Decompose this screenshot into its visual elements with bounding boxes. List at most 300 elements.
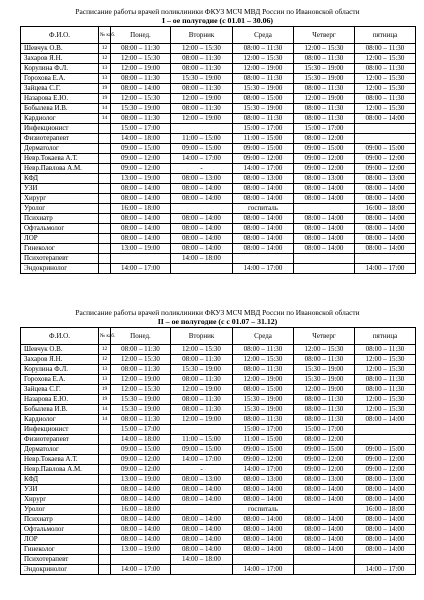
cell-friday: 08:00 – 14:00	[355, 485, 416, 495]
cell-friday	[355, 134, 416, 144]
cell-room	[99, 144, 111, 154]
cell-friday: 08:00 – 14:00	[355, 525, 416, 535]
cell-name: Психиатр	[21, 515, 99, 525]
cell-name: Шевчук О.В.	[21, 44, 99, 54]
cell-friday: 09:00 – 15:00	[355, 445, 416, 455]
cell-name: Корулина Ф.Л.	[21, 365, 99, 375]
table-row	[21, 445, 416, 455]
cell-wednesday: 08:00 – 13:00	[233, 475, 294, 485]
cell-room	[99, 485, 111, 495]
cell-monday	[111, 555, 171, 565]
cell-tuesday: 12:00 – 19:00	[171, 94, 233, 104]
cell-wednesday: 15:30 – 19:00	[233, 84, 294, 94]
cell-monday: 08:00 – 14:00	[111, 495, 171, 505]
cell-friday: 08:00 – 11:30	[355, 385, 416, 395]
cell-friday: 08:00 – 13:00	[355, 174, 416, 184]
cell-tuesday: 08:00 – 13:00	[171, 174, 233, 184]
cell-name: Дерматолог	[21, 445, 99, 455]
cell-friday: 16:00 – 18:00	[355, 505, 416, 515]
cell-tuesday: 12:00 – 19:00	[171, 385, 233, 395]
cell-monday: 15:30 – 19:00	[111, 104, 171, 114]
cell-name: Невр.Павлова А.М.	[21, 465, 99, 475]
cell-name: Инфекционист	[21, 124, 99, 134]
cell-friday	[355, 254, 416, 264]
cell-monday: 08:00 – 14:00	[111, 194, 171, 204]
cell-thursday: 09:00 – 12:00	[294, 465, 355, 475]
cell-name: ЛОР	[21, 234, 99, 244]
cell-thursday: 08:00 – 12:00	[294, 134, 355, 144]
table-row	[21, 525, 416, 535]
cell-wednesday: 08:00 – 11:30	[233, 74, 294, 84]
header-name: Ф.И.О.	[21, 328, 99, 345]
table-header-row	[21, 27, 416, 44]
cell-friday	[355, 425, 416, 435]
cell-wednesday: 08:00 – 14:00	[233, 224, 294, 234]
cell-tuesday: 08:00 – 11:30	[171, 355, 233, 365]
cell-thursday: 09:00 – 15:00	[294, 445, 355, 455]
table-row	[21, 184, 416, 194]
cell-name: КФД	[21, 174, 99, 184]
cell-name: УЗИ	[21, 184, 99, 194]
cell-tuesday: 08:00 – 13:00	[171, 475, 233, 485]
cell-name: Психиатр	[21, 214, 99, 224]
cell-room	[99, 214, 111, 224]
cell-monday: 12:00 – 15:30	[111, 94, 171, 104]
table-row	[21, 244, 416, 254]
cell-monday: 09:00 – 12:00	[111, 154, 171, 164]
cell-tuesday: 12:00 – 15:30	[171, 345, 233, 355]
cell-room: 14	[99, 104, 111, 114]
cell-room	[99, 134, 111, 144]
cell-room	[99, 425, 111, 435]
cell-wednesday: 08:00 – 13:00	[233, 174, 294, 184]
cell-wednesday: 14:00 – 17:00	[233, 565, 294, 575]
cell-wednesday	[233, 555, 294, 565]
cell-friday: 12:00 – 15:30	[355, 54, 416, 64]
cell-room: 19	[99, 84, 111, 94]
cell-wednesday: 09:00 – 12:00	[233, 455, 294, 465]
cell-tuesday: 08:00 – 11:30	[171, 375, 233, 385]
cell-friday: 08:00 – 11:30	[355, 94, 416, 104]
header-wednesday: Среда	[233, 27, 294, 44]
cell-tuesday: 08:00 – 14:00	[171, 495, 233, 505]
cell-monday: 14:00 – 17:00	[111, 565, 171, 575]
cell-monday: 12:00 – 15:30	[111, 355, 171, 365]
cell-room	[99, 154, 111, 164]
cell-friday: 12:00 – 15:30	[355, 365, 416, 375]
cell-wednesday: госпиталь	[233, 505, 294, 515]
cell-name: Горохова Е.А.	[21, 375, 99, 385]
cell-room	[99, 535, 111, 545]
cell-thursday: 08:00 – 11:30	[294, 114, 355, 124]
cell-room	[99, 194, 111, 204]
cell-tuesday: 08:00 – 14:00	[171, 485, 233, 495]
cell-thursday: 08:00 – 14:00	[294, 194, 355, 204]
table-row	[21, 154, 416, 164]
cell-wednesday: 08:00 – 14:00	[233, 214, 294, 224]
cell-thursday: 08:00 – 14:00	[294, 545, 355, 555]
cell-name: Шевчук О.В.	[21, 345, 99, 355]
table-row	[21, 84, 416, 94]
table-row	[21, 545, 416, 555]
cell-thursday: 08:00 – 14:00	[294, 515, 355, 525]
cell-tuesday: 09:00 – 15:00	[171, 445, 233, 455]
cell-room: 14	[99, 415, 111, 425]
cell-name: Назарова Е.Ю.	[21, 94, 99, 104]
cell-room: 13	[99, 375, 111, 385]
cell-tuesday: 08:00 – 14:00	[171, 515, 233, 525]
cell-friday: 16:00 – 18:00	[355, 204, 416, 214]
cell-monday: 12:00 – 15:30	[111, 54, 171, 64]
cell-room	[99, 555, 111, 565]
cell-wednesday: 09:00 – 15:00	[233, 144, 294, 154]
cell-wednesday: 08:00 – 14:00	[233, 485, 294, 495]
table-row	[21, 54, 416, 64]
cell-friday: 08:00 – 14:00	[355, 415, 416, 425]
table-row	[21, 114, 416, 124]
header-friday: пятница	[355, 27, 416, 44]
cell-name: КФД	[21, 475, 99, 485]
cell-thursday: 08:00 – 11:30	[294, 84, 355, 94]
cell-name: Инфекционист	[21, 425, 99, 435]
cell-monday: 13:00 – 19:00	[111, 244, 171, 254]
cell-name: Физиотерапевт	[21, 435, 99, 445]
cell-room	[99, 435, 111, 445]
cell-name: Офтальмолог	[21, 224, 99, 234]
table-row	[21, 164, 416, 174]
cell-name: Невр.Токаева А.Т.	[21, 455, 99, 465]
schedule-table-body	[21, 345, 416, 575]
cell-wednesday: 08:00 – 11:30	[233, 345, 294, 355]
cell-name: Назарова Е.Ю.	[21, 395, 99, 405]
cell-room: 12	[99, 345, 111, 355]
cell-friday: 08:00 – 14:00	[355, 244, 416, 254]
cell-wednesday: 09:00 – 12:00	[233, 154, 294, 164]
cell-thursday: 15:30 – 19:00	[294, 64, 355, 74]
cell-room: 14	[99, 405, 111, 415]
cell-wednesday: 15:30 – 19:00	[233, 104, 294, 114]
cell-room	[99, 455, 111, 465]
cell-name: Психотерапевт	[21, 254, 99, 264]
cell-thursday	[294, 204, 355, 214]
cell-monday: 08:00 – 11:30	[111, 44, 171, 54]
cell-room: 13	[99, 365, 111, 375]
cell-name: Физиотерапевт	[21, 134, 99, 144]
cell-wednesday: 08:00 – 14:00	[233, 525, 294, 535]
cell-thursday: 08:00 – 11:30	[294, 405, 355, 415]
header-name: Ф.И.О.	[21, 27, 99, 44]
cell-room	[99, 174, 111, 184]
cell-tuesday: -	[171, 465, 233, 475]
cell-name: Уролог	[21, 204, 99, 214]
cell-thursday: 08:00 – 11:30	[294, 355, 355, 365]
schedule-section-1	[20, 7, 415, 274]
cell-friday: 12:00 – 15:30	[355, 104, 416, 114]
cell-thursday: 08:00 – 14:00	[294, 535, 355, 545]
cell-room: 13	[99, 64, 111, 74]
cell-monday: 08:00 – 14:00	[111, 234, 171, 244]
cell-monday: 09:00 – 12:00	[111, 465, 171, 475]
schedule-table	[20, 327, 416, 575]
cell-monday: 08:00 – 11:30	[111, 114, 171, 124]
section-subtitle: I – ое полугодие (с 01.01 – 30.06)	[161, 16, 274, 25]
cell-name: Невр.Токаева А.Т.	[21, 154, 99, 164]
cell-friday: 08:00 – 11:30	[355, 64, 416, 74]
section-title: Расписание работы врачей поликлиники ФКУЗ МСЧ МВД России по Ивановской области	[75, 7, 360, 16]
cell-friday: 12:00 – 15:30	[355, 405, 416, 415]
cell-room	[99, 264, 111, 274]
cell-thursday: 15:30 – 19:00	[294, 74, 355, 84]
cell-thursday	[294, 555, 355, 565]
table-row	[21, 485, 416, 495]
cell-room: 12	[99, 44, 111, 54]
cell-tuesday: 15:30 – 19:00	[171, 74, 233, 84]
table-row	[21, 555, 416, 565]
table-row	[21, 375, 416, 385]
cell-name: Зайцева С.Г.	[21, 385, 99, 395]
cell-thursday: 15:30 – 19:00	[294, 375, 355, 385]
cell-name: Захаров Я.Н.	[21, 54, 99, 64]
cell-thursday: 08:00 – 11:30	[294, 54, 355, 64]
cell-monday: 08:00 – 14:00	[111, 515, 171, 525]
cell-tuesday: 14:00 – 17:00	[171, 455, 233, 465]
cell-friday: 14:00 – 17:00	[355, 565, 416, 575]
cell-friday: 08:00 – 14:00	[355, 545, 416, 555]
cell-wednesday: 09:00 – 15:00	[233, 445, 294, 455]
cell-tuesday: 14:00 – 18:00	[171, 555, 233, 565]
cell-thursday: 08:00 – 14:00	[294, 224, 355, 234]
cell-wednesday: 14:00 – 17:00	[233, 164, 294, 174]
table-row	[21, 425, 416, 435]
cell-tuesday	[171, 505, 233, 515]
schedule-table	[20, 26, 416, 274]
cell-thursday: 08:00 – 14:00	[294, 234, 355, 244]
cell-tuesday: 08:00 – 11:30	[171, 405, 233, 415]
header-thursday: Четверг	[294, 27, 355, 44]
cell-wednesday: 08:00 – 14:00	[233, 194, 294, 204]
cell-thursday: 08:00 – 14:00	[294, 214, 355, 224]
cell-wednesday	[233, 254, 294, 264]
cell-wednesday: 08:00 – 11:30	[233, 44, 294, 54]
cell-friday: 08:00 – 14:00	[355, 214, 416, 224]
table-row	[21, 565, 416, 575]
cell-tuesday: 08:00 – 11:30	[171, 395, 233, 405]
cell-wednesday: 12:00 – 15:30	[233, 54, 294, 64]
header-thursday: Четверг	[294, 328, 355, 345]
cell-friday: 09:00 – 12:00	[355, 455, 416, 465]
cell-monday: 08:00 – 11:30	[111, 345, 171, 355]
cell-friday: 12:00 – 15:30	[355, 355, 416, 365]
cell-thursday: 08:00 – 14:00	[294, 184, 355, 194]
cell-name: Горохова Е.А.	[21, 74, 99, 84]
cell-wednesday: 12:00 – 15:30	[233, 355, 294, 365]
cell-tuesday: 09:00 – 15:00	[171, 144, 233, 154]
table-row	[21, 465, 416, 475]
cell-friday: 08:00 – 11:30	[355, 44, 416, 54]
cell-name: Невр.Павлова А.М.	[21, 164, 99, 174]
header-room: № каб.	[99, 328, 111, 345]
table-row	[21, 415, 416, 425]
cell-wednesday: госпиталь	[233, 204, 294, 214]
cell-tuesday: 15:30 – 19:00	[171, 365, 233, 375]
cell-name: Кардиолог	[21, 114, 99, 124]
cell-name: Зайцева С.Г.	[21, 84, 99, 94]
cell-monday: 14:00 – 17:00	[111, 264, 171, 274]
cell-friday	[355, 124, 416, 134]
cell-thursday	[294, 505, 355, 515]
cell-friday: 09:00 – 12:00	[355, 465, 416, 475]
cell-monday: 08:00 – 14:00	[111, 214, 171, 224]
table-header-row	[21, 328, 416, 345]
cell-name: Гинеколог	[21, 244, 99, 254]
cell-wednesday: 15:30 – 19:00	[233, 395, 294, 405]
cell-monday: 14:00 – 18:00	[111, 435, 171, 445]
cell-thursday: 08:00 – 11:30	[294, 104, 355, 114]
table-row	[21, 64, 416, 74]
cell-name: УЗИ	[21, 485, 99, 495]
table-row	[21, 74, 416, 84]
cell-thursday: 15:00 – 17:00	[294, 124, 355, 134]
table-row	[21, 355, 416, 365]
cell-friday: 09:00 – 15:00	[355, 144, 416, 154]
table-row	[21, 254, 416, 264]
cell-friday	[355, 555, 416, 565]
cell-tuesday: 08:00 – 14:00	[171, 234, 233, 244]
table-row	[21, 124, 416, 134]
cell-wednesday: 08:00 – 14:00	[233, 184, 294, 194]
cell-monday: 13:00 – 19:00	[111, 174, 171, 184]
cell-wednesday: 14:00 – 17:00	[233, 264, 294, 274]
cell-friday	[355, 435, 416, 445]
cell-thursday	[294, 264, 355, 274]
cell-tuesday: 08:00 – 11:30	[171, 64, 233, 74]
schedule-section-2	[20, 308, 415, 575]
section-subtitle: II – ое полугодие (с с 01.07 – 31.12)	[157, 317, 278, 326]
cell-tuesday: 11:00 – 15:00	[171, 435, 233, 445]
cell-monday: 15:00 – 17:00	[111, 425, 171, 435]
cell-room	[99, 224, 111, 234]
cell-monday: 09:00 – 12:00	[111, 455, 171, 465]
cell-monday: 12:00 – 19:00	[111, 375, 171, 385]
cell-thursday: 08:00 – 11:30	[294, 415, 355, 425]
cell-wednesday: 08:00 – 15:00	[233, 94, 294, 104]
cell-thursday: 12:00 – 19:00	[294, 385, 355, 395]
header-monday: Понед.	[111, 27, 171, 44]
table-row	[21, 214, 416, 224]
header-friday: пятница	[355, 328, 416, 345]
cell-friday: 08:00 – 14:00	[355, 184, 416, 194]
cell-wednesday: 08:00 – 11:30	[233, 114, 294, 124]
cell-tuesday: 08:00 – 14:00	[171, 535, 233, 545]
cell-room	[99, 475, 111, 485]
cell-monday: 09:00 – 15:00	[111, 445, 171, 455]
table-row	[21, 395, 416, 405]
cell-room	[99, 204, 111, 214]
cell-name: Дерматолог	[21, 144, 99, 154]
cell-thursday: 08:00 – 14:00	[294, 525, 355, 535]
cell-thursday: 08:00 – 13:00	[294, 174, 355, 184]
cell-wednesday: 08:00 – 11:30	[233, 365, 294, 375]
cell-friday: 12:00 – 15:30	[355, 395, 416, 405]
cell-thursday: 12:00 – 19:00	[294, 94, 355, 104]
cell-friday: 08:00 – 14:00	[355, 515, 416, 525]
cell-tuesday: 11:00 – 15:00	[171, 134, 233, 144]
cell-tuesday: 12:00 – 15:30	[171, 44, 233, 54]
cell-room	[99, 124, 111, 134]
cell-thursday: 15:00 – 17:00	[294, 425, 355, 435]
cell-wednesday: 08:00 – 14:00	[233, 234, 294, 244]
cell-wednesday: 12:00 – 19:00	[233, 64, 294, 74]
cell-room: 19	[99, 395, 111, 405]
cell-room	[99, 244, 111, 254]
cell-name: Бобылева И.В.	[21, 104, 99, 114]
table-row	[21, 385, 416, 395]
cell-tuesday: 08:00 – 14:00	[171, 214, 233, 224]
header-tuesday: Вторник	[171, 27, 233, 44]
table-row	[21, 435, 416, 445]
cell-room	[99, 525, 111, 535]
cell-monday: 08:00 – 14:00	[111, 184, 171, 194]
cell-tuesday: 08:00 – 14:00	[171, 525, 233, 535]
cell-tuesday: 14:00 – 17:00	[171, 154, 233, 164]
cell-monday: 13:00 – 19:00	[111, 545, 171, 555]
cell-name: Захаров Я.Н.	[21, 355, 99, 365]
cell-tuesday: 08:00 – 14:00	[171, 244, 233, 254]
cell-tuesday	[171, 124, 233, 134]
cell-tuesday: 08:00 – 14:00	[171, 224, 233, 234]
cell-monday: 13:00 – 19:00	[111, 475, 171, 485]
cell-wednesday: 08:00 – 14:00	[233, 244, 294, 254]
cell-wednesday: 14:00 – 17:00	[233, 465, 294, 475]
cell-thursday: 09:00 – 15:00	[294, 144, 355, 154]
cell-friday: 08:00 – 14:00	[355, 495, 416, 505]
cell-wednesday: 15:00 – 17:00	[233, 425, 294, 435]
section-title: Расписание работы врачей поликлиники ФКУЗ МСЧ МВД России по Ивановской области	[75, 308, 360, 317]
cell-monday: 12:00 – 19:00	[111, 64, 171, 74]
table-row	[21, 475, 416, 485]
cell-room: 19	[99, 94, 111, 104]
cell-name: Гинеколог	[21, 545, 99, 555]
cell-thursday	[294, 565, 355, 575]
cell-name: Уролог	[21, 505, 99, 515]
header-wednesday: Среда	[233, 328, 294, 345]
cell-wednesday: 08:00 – 15:00	[233, 385, 294, 395]
cell-name: Бобылева И.В.	[21, 405, 99, 415]
cell-friday: 14:00 – 17:00	[355, 264, 416, 274]
cell-wednesday: 12:00 – 19:00	[233, 375, 294, 385]
cell-friday: 08:00 – 11:30	[355, 375, 416, 385]
table-row	[21, 204, 416, 214]
cell-thursday: 08:00 – 14:00	[294, 485, 355, 495]
cell-room	[99, 445, 111, 455]
cell-name: Кардиолог	[21, 415, 99, 425]
cell-tuesday	[171, 565, 233, 575]
cell-room: 19	[99, 385, 111, 395]
cell-room	[99, 254, 111, 264]
cell-monday: 08:00 – 14:00	[111, 224, 171, 234]
cell-monday: 16:00 – 18:00	[111, 204, 171, 214]
cell-friday: 08:00 – 11:30	[355, 345, 416, 355]
cell-room	[99, 164, 111, 174]
header-tuesday: Вторник	[171, 328, 233, 345]
cell-thursday: 08:00 – 14:00	[294, 495, 355, 505]
cell-thursday: 12:00 – 15:30	[294, 44, 355, 54]
cell-tuesday: 08:00 – 14:00	[171, 545, 233, 555]
cell-room: 13	[99, 74, 111, 84]
cell-room: 12	[99, 54, 111, 64]
table-row	[21, 134, 416, 144]
cell-thursday: 12:00 – 15:30	[294, 345, 355, 355]
